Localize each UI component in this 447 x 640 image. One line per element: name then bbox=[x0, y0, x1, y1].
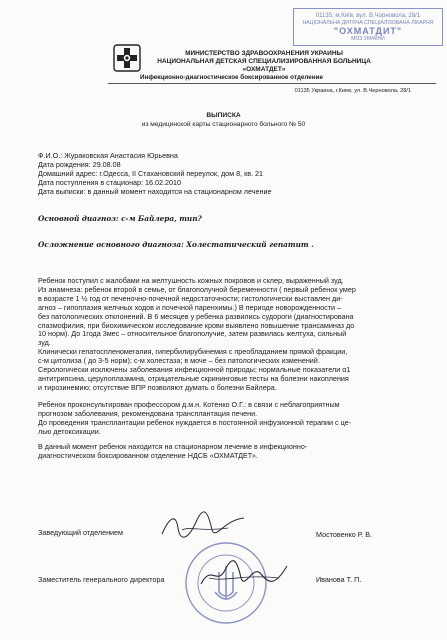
text-line: антитрипсина, церулоплазмина, отрицательные скрининговые тесты на болезни накопления bbox=[38, 373, 349, 383]
head-signature-icon bbox=[158, 510, 248, 542]
text-line: 10 норм). До 1года 3мес – относительное благополучие, затем развилась желтуха, сильный bbox=[38, 329, 347, 339]
deputy-director-label: Заместитель генерального директора bbox=[38, 575, 165, 584]
hospital-short-name: «ОХМАТДЕТ» bbox=[242, 66, 286, 74]
text-line: и тирозинемию; отсутствие ВПР позволяют думать о болезни Байлера. bbox=[38, 382, 277, 392]
ministry-name: МИНИСТЕРСТВО ЗДРАВООХРАНЕНИЯ УКРАИНЫ bbox=[185, 50, 343, 57]
patient-info bbox=[38, 152, 271, 197]
hospital-stamp bbox=[293, 8, 443, 46]
text-line: прогнозом заболевания, рекомендована трансплантация печени. bbox=[38, 408, 258, 418]
text-line: с-м цитолиза ( до 3-5 норм); с-м холестаза; в моче – без патологических изменений. bbox=[38, 356, 320, 366]
text-line: в возрасте 1 ½ год от печеночно-почечной недостаточности; гистологически выставлен ди- bbox=[38, 293, 343, 303]
text-line: Ребенок проконсультирован профессором д.м.н. Котенко О.Г.: в связи с неблагоприятным bbox=[38, 400, 340, 409]
text-line: Серологически исключены заболевания инфекционной природы; нормальные показатели α1 bbox=[38, 365, 351, 375]
head-of-department-label: Заведующий отделением bbox=[38, 528, 123, 537]
document-title: ВЫПИСКА bbox=[206, 112, 241, 119]
deputy-signature-icon bbox=[195, 556, 291, 594]
stamp-short-name: "ОХМАТДИТ" bbox=[333, 26, 403, 36]
head-of-department-name: Мостовенко Р. В. bbox=[316, 530, 373, 539]
document-subtitle: из медицинской карты стационарного больного № 50 bbox=[141, 121, 306, 128]
text-line: лью детоксикации. bbox=[38, 426, 101, 436]
department-name: Инфекционно-диагностическое боксированное отделение bbox=[140, 74, 323, 81]
diagnosis-complication: Осложнение основного диагноза: Холестатический гепатит . bbox=[38, 240, 314, 249]
text-line: В данный момент ребенок находится на стационарном лечение в инфекционно- bbox=[38, 442, 308, 451]
patient-dob: Дата рождения: 29.08.08 bbox=[38, 159, 121, 169]
text-line: Из анамнеза: ребенок второй в семье, от благополучной беременности ( первый ребенок умер bbox=[38, 284, 356, 294]
main-diagnosis: Основной диагноз: с-м Байлера, тип? bbox=[38, 214, 202, 223]
admission-date: Дата поступления в стационар: 16.02.2010 bbox=[38, 177, 181, 187]
header-address: 01135 Украина, г.Киев, ул. В.Черновола, 28/1 bbox=[294, 88, 411, 94]
header-divider bbox=[108, 83, 436, 84]
hospital-name: НАЦИОНАЛЬНАЯ ДЕТСКАЯ СПЕЦИАЛИЗИРОВАННАЯ БОЛЬНИЦА bbox=[157, 58, 371, 66]
text-line: агноз – гипоплазия желчных ходов и почечной паренхимы.) В периоде новорожденности – bbox=[38, 302, 342, 312]
header-block bbox=[140, 50, 388, 75]
text-line: спазмофилия, при биохимическом исследование крови выявлено повышение трансаминаз до bbox=[38, 320, 355, 330]
text-line: без патологических отклонений. В 6 месяцев у ребенка развились судороги (диагностирована bbox=[38, 311, 354, 321]
patient-address: Домашний адрес: г.Одесса, II Стахановский переулок, дом 8, кв. 21 bbox=[38, 168, 264, 178]
text-line: Ребенок поступил с жалобами на желтушность кожных покровов и склер, выраженный зуд. bbox=[38, 276, 344, 285]
stamp-ministry: МОЗ УКРАЇНИ bbox=[351, 36, 385, 42]
consultation-paragraph bbox=[38, 401, 351, 437]
stamp-hospital: НАЦІОНАЛЬНА ДИТЯЧА СПЕЦІАЛІЗОВАНА ЛІКАРНЯ bbox=[302, 20, 434, 26]
text-line: диагностическом боксированном отделение НДСБ «ОХМАТДЕТ». bbox=[38, 450, 258, 460]
text-line: До проведения трансплантации ребенок нуждается в постоянной инфузионной терапии с це- bbox=[38, 417, 352, 427]
text-line: зуд. bbox=[38, 338, 51, 348]
hospital-logo-icon bbox=[112, 43, 142, 73]
text-line: Клинически гепатоспленомегалия, гипербилирубинемия с преобладанием прямой фракции, bbox=[38, 347, 348, 357]
current-status-paragraph bbox=[38, 443, 307, 461]
discharge-date: Дата выписки: в данный момент находится на стационарном лечение bbox=[38, 186, 272, 196]
stamp-address: 01135, м.Київ, вул. В.Чорновола, 28/1 bbox=[315, 13, 421, 19]
patient-name: Ф.И.О.: Жураковская Анастасия Юрьевна bbox=[38, 151, 178, 160]
history-paragraph bbox=[38, 277, 356, 393]
deputy-director-name: Иванова Т. П. bbox=[316, 575, 362, 584]
